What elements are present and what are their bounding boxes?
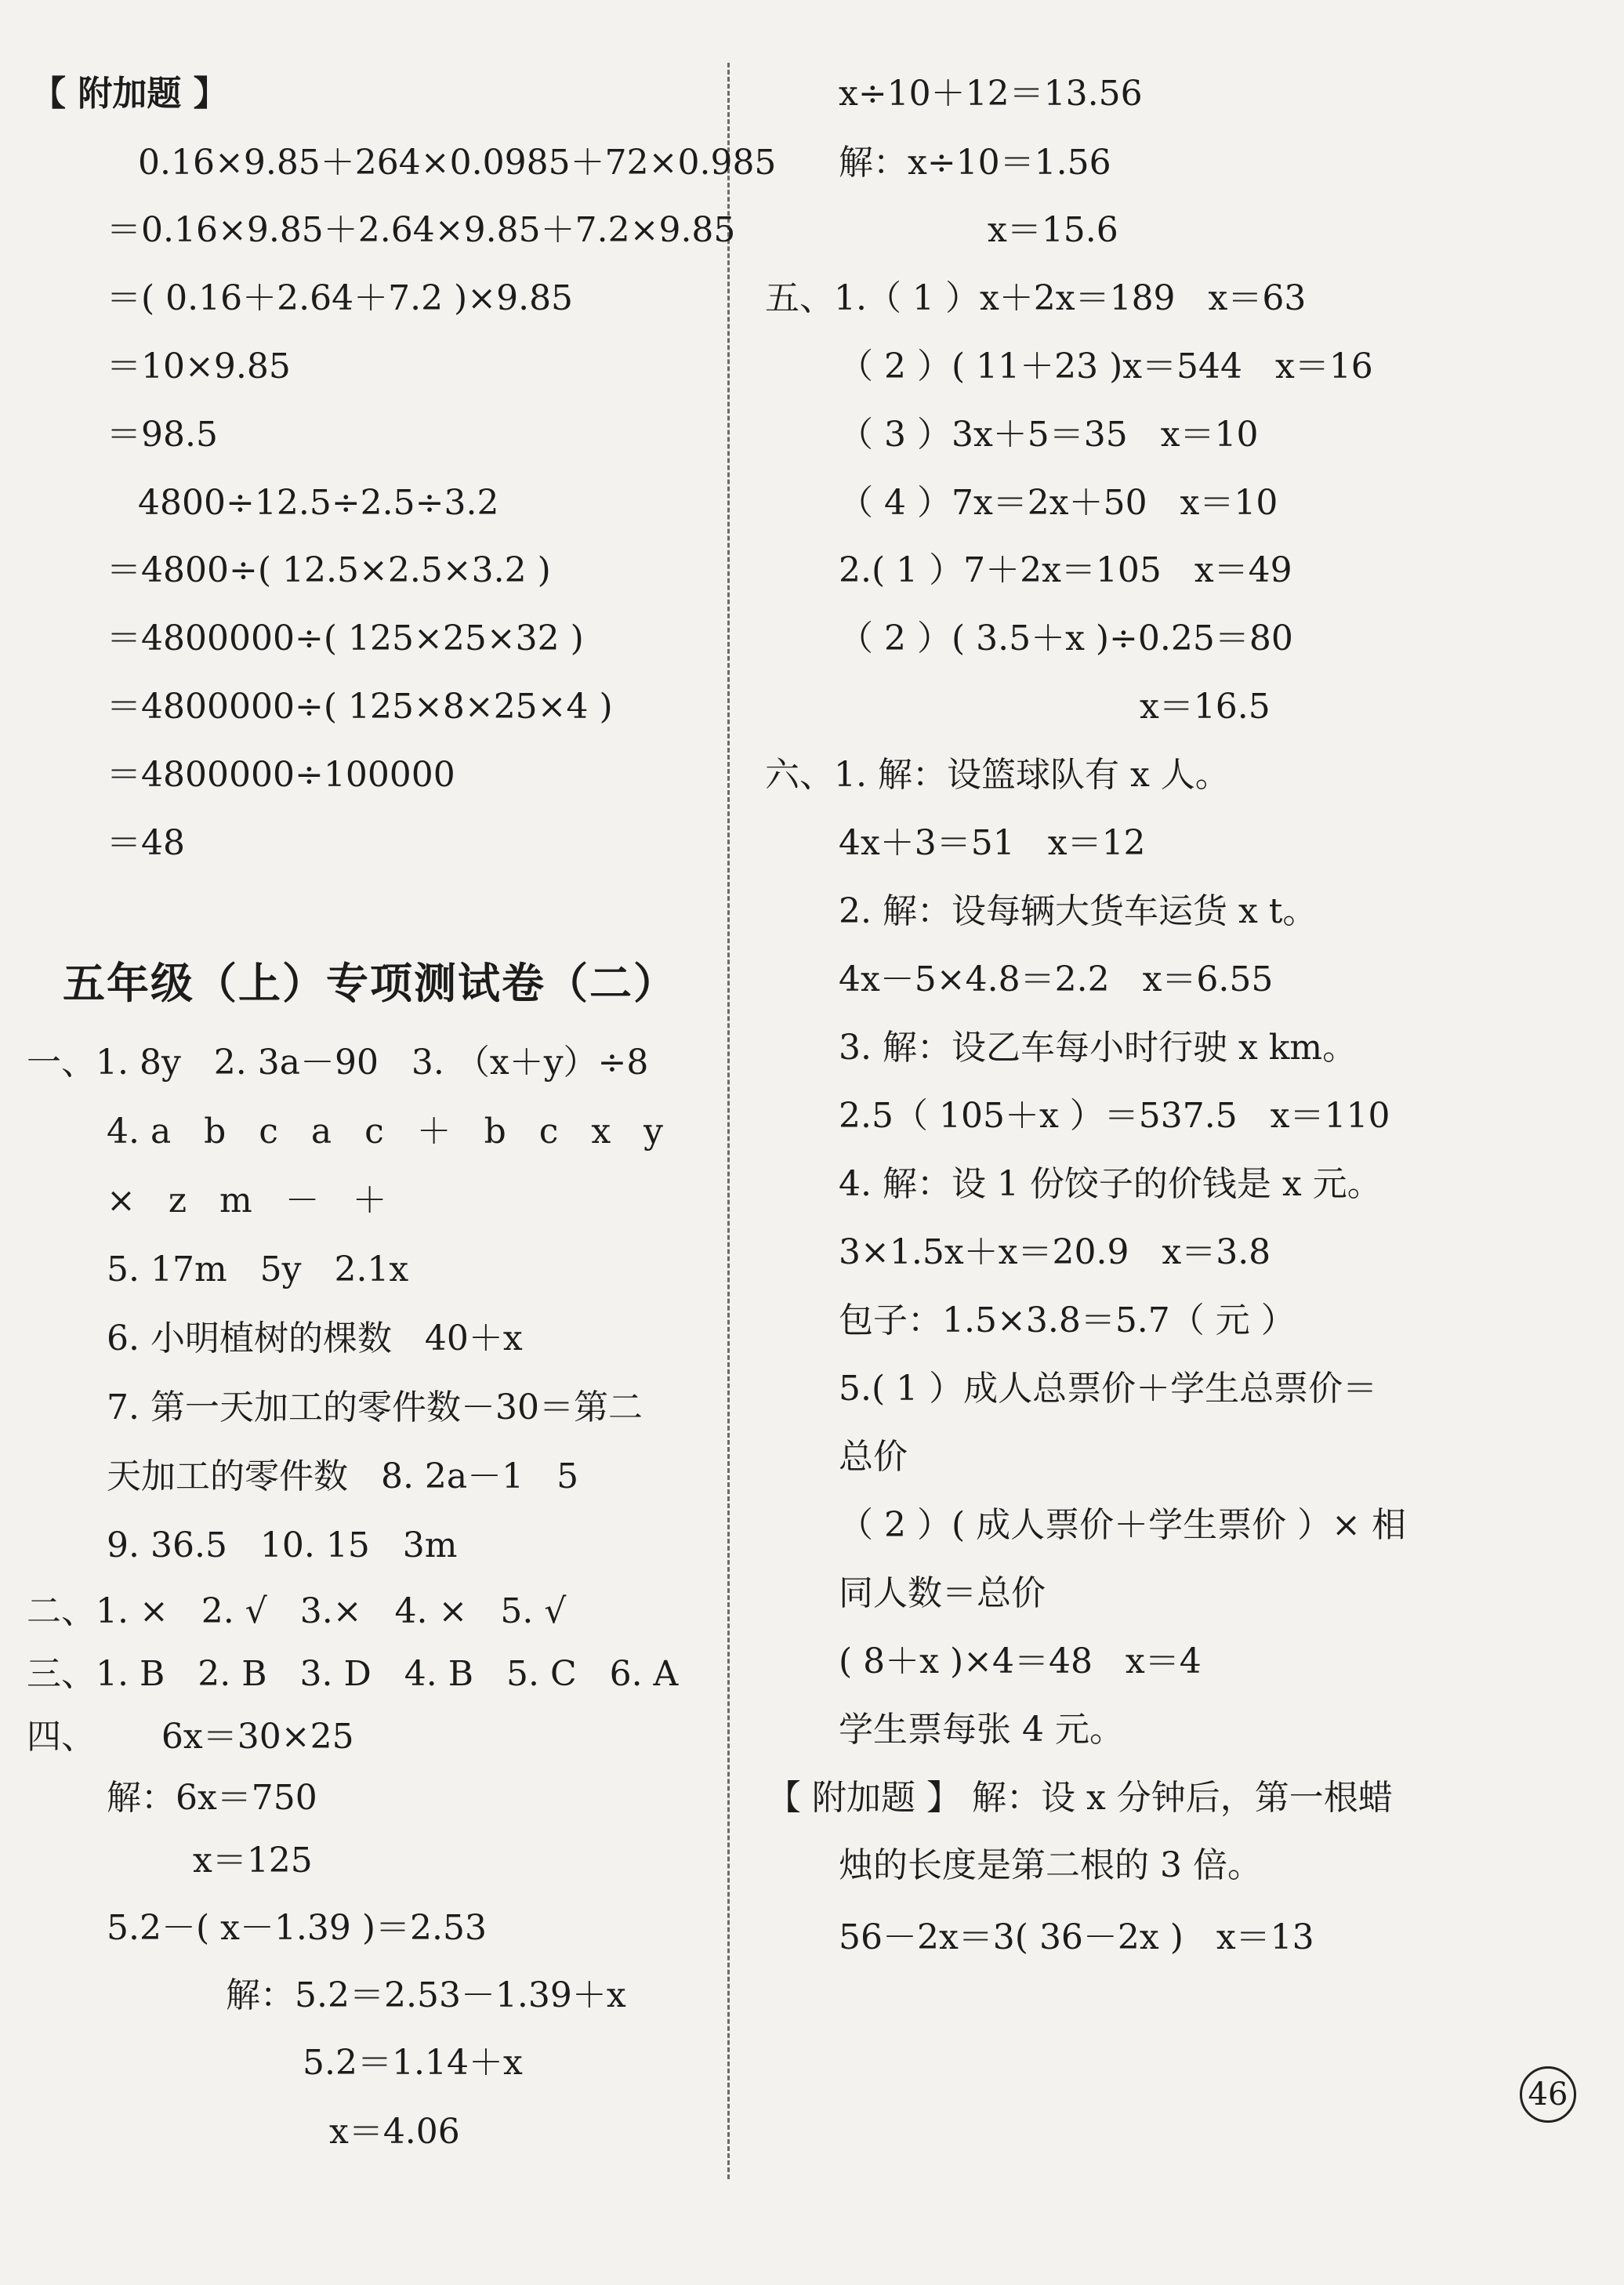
answer-line: × z m － ＋ <box>107 1181 387 1220</box>
answer-line: 2. 解：设每辆大货车运货 x t。 <box>839 891 1318 931</box>
answer-line: 五、1.（ 1 ）x＋2x＝189 x＝63 <box>765 278 1307 318</box>
answer-line: 烛的长度是第二根的 3 倍。 <box>839 1845 1262 1885</box>
answer-line: 5.2－( x－1.39 )＝2.53 <box>107 1908 488 1948</box>
answer-line: 同人数＝总价 <box>839 1573 1046 1613</box>
answer-line: 总价 <box>839 1437 908 1477</box>
answer-line: ＝98.5 <box>107 415 218 455</box>
answer-line: （ 3 ）3x＋5＝35 x＝10 <box>839 415 1259 455</box>
answer-line: 四、 6x＝30×25 <box>27 1717 354 1757</box>
answer-line: 天加工的零件数 8. 2a－1 5 <box>107 1456 579 1496</box>
test-title: 五年级（上）专项测试卷（二） <box>63 958 677 1008</box>
answer-line: 2.( 1 ）7＋2x＝105 x＝49 <box>839 550 1292 590</box>
answer-line: 4x＋3＝51 x＝12 <box>839 823 1146 863</box>
answer-line: x＝15.6 <box>988 210 1118 250</box>
answer-line: x＝125 <box>193 1841 313 1881</box>
answer-line: ＝4800000÷( 125×25×32 ) <box>107 618 584 658</box>
answer-line: ( 8＋x )×4＝48 x＝4 <box>839 1641 1202 1681</box>
answer-line: （ 4 ）7x＝2x＋50 x＝10 <box>839 483 1278 523</box>
answer-line: （ 2 ）( 11＋23 )x＝544 x＝16 <box>839 346 1373 386</box>
answer-line: 4. 解：设 1 份饺子的价钱是 x 元。 <box>839 1164 1382 1204</box>
answer-line: ＝( 0.16＋2.64＋7.2 )×9.85 <box>107 278 574 318</box>
answer-line: 4800÷12.5÷2.5÷3.2 <box>138 483 499 523</box>
answer-line: 【 附加题 】 解：设 x 分钟后，第一根蜡 <box>767 1778 1393 1818</box>
answer-line: ＝4800000÷( 125×8×25×4 ) <box>107 687 613 727</box>
answer-line: 7. 第一天加工的零件数－30＝第二 <box>107 1387 643 1427</box>
answer-line: 5.2＝1.14＋x <box>303 2043 523 2083</box>
answer-line: ＝48 <box>107 823 185 863</box>
answer-line: （ 2 ）( 成人票价＋学生票价 ）× 相 <box>839 1505 1406 1545</box>
answer-line: 解：6x＝750 <box>107 1778 317 1818</box>
answer-line: 学生票每张 4 元。 <box>839 1710 1124 1750</box>
answer-line: 三、1. B 2. B 3. D 4. B 5. C 6. A <box>27 1654 679 1694</box>
column-divider <box>727 63 730 2179</box>
answer-line: 6. 小明植树的棵数 40＋x <box>107 1318 523 1358</box>
answer-line: （ 2 ）( 3.5＋x )÷0.25＝80 <box>839 618 1293 658</box>
answer-line: 3×1.5x＋x＝20.9 x＝3.8 <box>839 1232 1271 1272</box>
answer-line: ＝4800000÷100000 <box>107 755 455 795</box>
answer-line: x＝16.5 <box>1140 687 1271 727</box>
answer-line: ＝0.16×9.85＋2.64×9.85＋7.2×9.85 <box>107 210 736 250</box>
answer-line: x＝4.06 <box>329 2112 460 2152</box>
answer-line: x÷10＋12＝13.56 <box>839 74 1143 114</box>
answer-line: 4. a b c a c ＋ b c x y <box>107 1112 663 1152</box>
answer-line: 3. 解：设乙车每小时行驶 x km。 <box>839 1028 1358 1068</box>
answer-line: 5.( 1 ）成人总票价＋学生总票价＝ <box>839 1369 1378 1409</box>
answer-line: ＝4800÷( 12.5×2.5×3.2 ) <box>107 550 551 590</box>
answer-line: 9. 36.5 10. 15 3m <box>107 1525 458 1565</box>
answer-line: 六、1. 解：设篮球队有 x 人。 <box>765 755 1230 795</box>
page-number: 46 <box>1520 2066 1576 2123</box>
answer-line: 二、1. × 2. √ 3.× 4. × 5. √ <box>27 1591 567 1631</box>
answer-line: 一、1. 8y 2. 3a－90 3. （x＋y）÷8 <box>27 1043 649 1083</box>
answer-line: 2.5（ 105＋x ）＝537.5 x＝110 <box>839 1096 1390 1136</box>
answer-line: 56－2x＝3( 36－2x ) x＝13 <box>839 1917 1314 1957</box>
answer-line: 0.16×9.85＋264×0.0985＋72×0.985 <box>138 143 777 183</box>
answer-line: 5. 17m 5y 2.1x <box>107 1249 409 1289</box>
answer-line: ＝10×9.85 <box>107 346 291 386</box>
answer-line: 包子：1.5×3.8＝5.7（ 元 ） <box>839 1300 1296 1340</box>
answer-line: 解：5.2＝2.53－1.39＋x <box>226 1975 626 2015</box>
answer-line: 解：x÷10＝1.56 <box>839 143 1111 183</box>
answer-line: 4x－5×4.8＝2.2 x＝6.55 <box>839 959 1274 999</box>
section-heading: 【 附加题 】 <box>31 74 228 114</box>
